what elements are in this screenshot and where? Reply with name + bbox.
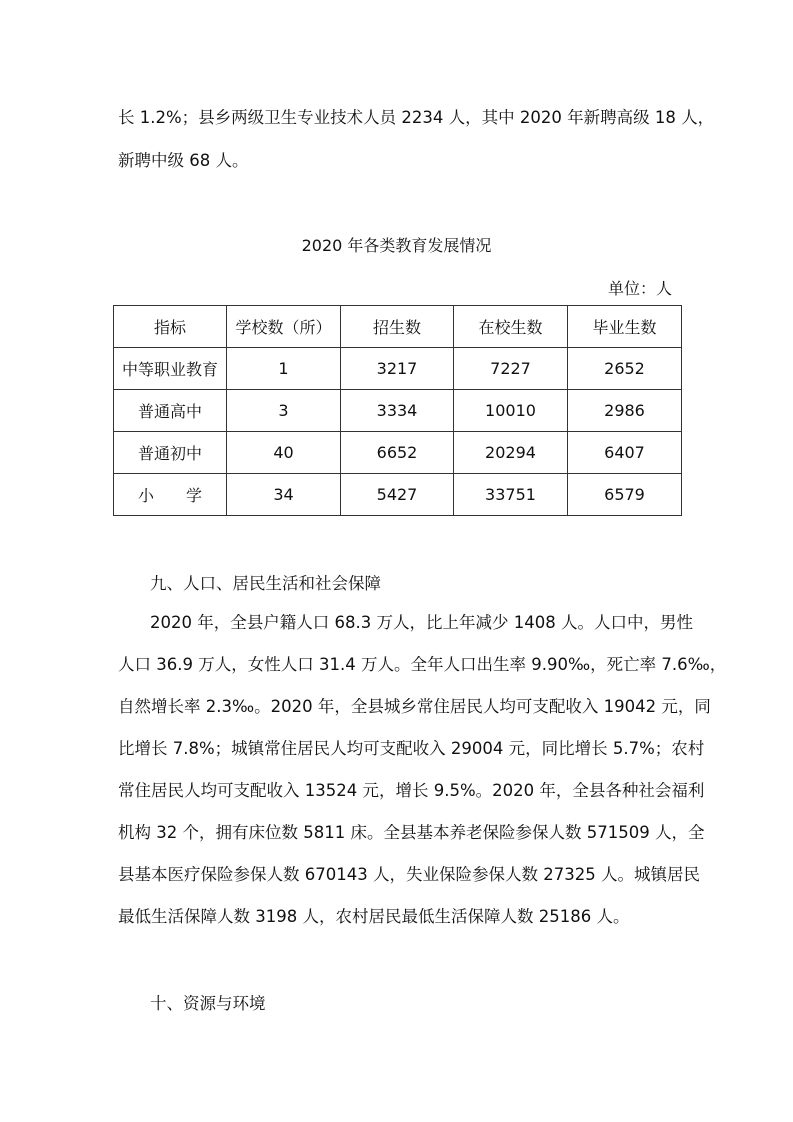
table-title: 2020 年各类教育发展情况 — [301, 236, 492, 255]
paragraph-line: 自然增长率 2.3‰。2020 年，全县城乡常住居民人均可支配收入 19042 元，同 — [118, 697, 711, 716]
paragraph-line: 县基本医疗保险参保人数 670143 人，失业保险参保人数 27325 人。城镇居民 — [118, 865, 700, 884]
paragraph-line: 新聘中级 68 人。 — [118, 151, 249, 170]
column-header: 指标 — [114, 306, 227, 348]
table-cell: 6652 — [341, 432, 454, 474]
paragraph-line: 最低生活保障人数 3198 人，农村居民最低生活保障人数 25186 人。 — [118, 907, 630, 926]
table-cell: 2652 — [568, 348, 682, 390]
paragraph-line: 比增长 7.8%；城镇常住居民人均可支配收入 29004 元，同比增长 5.7%；农村 — [118, 739, 705, 758]
paragraph-line: 人口 36.9 万人，女性人口 31.4 万人。全年人口出生率 9.90‰，死亡率 7.6‰， — [118, 655, 727, 674]
table-row — [114, 432, 682, 474]
section-heading: 十、资源与环境 — [150, 994, 266, 1013]
table-cell: 34 — [227, 474, 341, 516]
table-cell: 普通初中 — [114, 432, 227, 474]
table-cell: 5427 — [341, 474, 454, 516]
table-cell: 7227 — [454, 348, 568, 390]
table-unit: 单位：人 — [607, 279, 672, 298]
table-cell: 1 — [227, 348, 341, 390]
table-cell: 20294 — [454, 432, 568, 474]
paragraph-line: 常住居民人均可支配收入 13524 元，增长 9.5%。2020 年，全县各种社会福利 — [118, 781, 705, 800]
table-header-row — [114, 306, 682, 348]
paragraph-line: 长 1.2%；县乡两级卫生专业技术人员 2234 人，其中 2020 年新聘高级 18 人， — [118, 108, 715, 127]
table-row — [114, 474, 682, 516]
column-header: 招生数 — [341, 306, 454, 348]
table-cell: 中等职业教育 — [114, 348, 227, 390]
paragraph-line: 机构 32 个，拥有床位数 5811 床。全县基本养老保险参保人数 571509 人，全 — [118, 823, 705, 842]
table-cell: 3 — [227, 390, 341, 432]
table-cell: 6579 — [568, 474, 682, 516]
table-cell: 小 学 — [114, 474, 227, 516]
education-table — [113, 305, 682, 516]
column-header: 毕业生数 — [568, 306, 682, 348]
table-row — [114, 348, 682, 390]
table-cell: 40 — [227, 432, 341, 474]
table-cell: 6407 — [568, 432, 682, 474]
paragraph-line: 2020 年，全县户籍人口 68.3 万人，比上年减少 1408 人。人口中，男性 — [150, 613, 693, 632]
section-heading: 九、人口、居民生活和社会保障 — [150, 574, 381, 593]
table-row — [114, 390, 682, 432]
table-cell: 10010 — [454, 390, 568, 432]
column-header: 在校生数 — [454, 306, 568, 348]
table-cell: 2986 — [568, 390, 682, 432]
column-header: 学校数（所） — [227, 306, 341, 348]
table-cell: 普通高中 — [114, 390, 227, 432]
table-cell: 3217 — [341, 348, 454, 390]
table-cell: 3334 — [341, 390, 454, 432]
table-cell: 33751 — [454, 474, 568, 516]
